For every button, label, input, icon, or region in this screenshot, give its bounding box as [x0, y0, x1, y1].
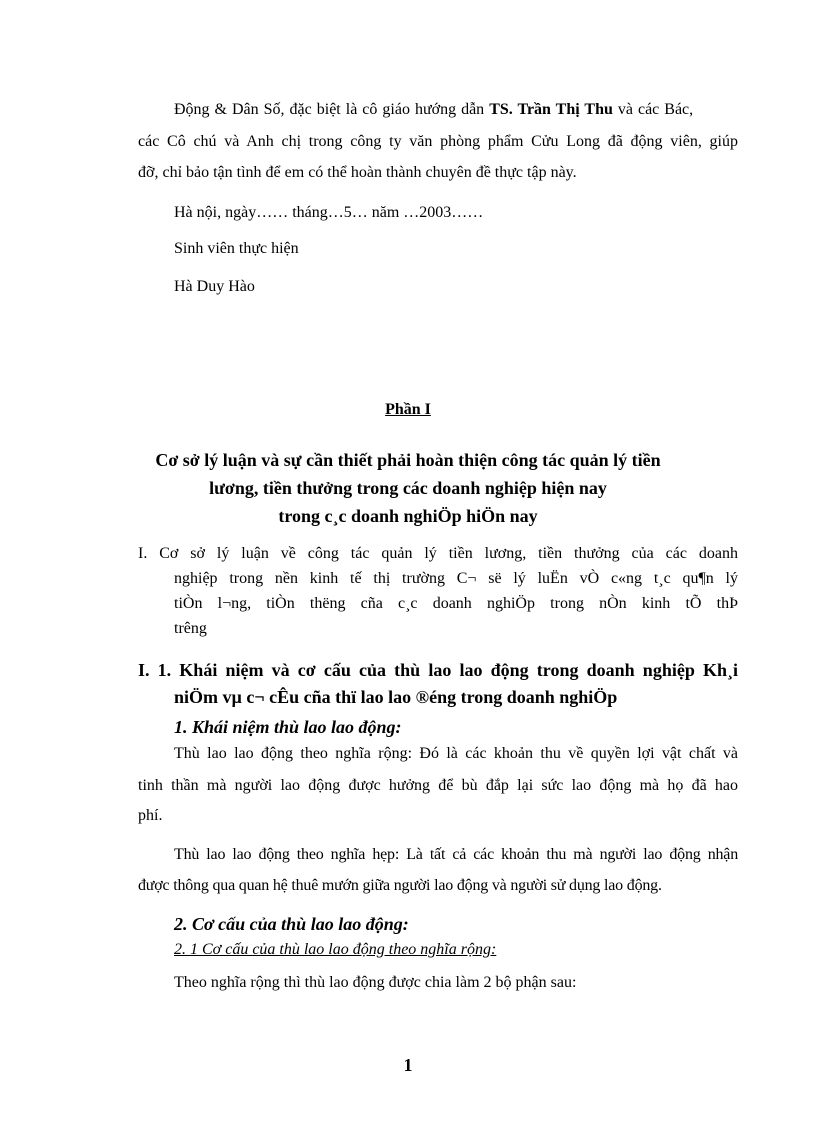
sub1-para1-line-2: tinh thần mà người lao động được hưởng để bù đắp lại sức lao động mà họ đã hao: [138, 777, 738, 794]
sub1-para1-line-3: phí.: [138, 807, 163, 824]
ack-line-2: các Cô chú và Anh chị trong công ty văn phòng phẩm Cửu Long đã động viên, giúp: [138, 133, 738, 150]
section-i-line-2: nghiệp trong nền kinh tế thị trường C¬ së lý luËn vÒ c«ng t¸c qu¶n lý: [174, 570, 738, 587]
sub2-heading: 2. Cơ cấu của thù lao lao động:: [174, 914, 409, 934]
part-label: [0, 400, 816, 420]
sub1-para1-line-1: Thù lao lao động theo nghĩa rộng: Đó là các khoản thu về quyền lợi vật chất và: [174, 745, 738, 762]
part-label-text: Phần I: [385, 401, 431, 418]
section-i-line-3: tiÒn l¬ng, tiÒn thëng cña c¸c doanh nghiÖp trong nÒn kinh tÕ thÞ: [174, 595, 738, 612]
sub1-heading: 1. Khái niệm thù lao lao động:: [174, 717, 402, 737]
page-number: 1: [403, 1055, 413, 1075]
signer-name: Hà Duy Hào: [174, 278, 255, 295]
sub2-subheading: 2. 1 Cơ cấu của thù lao lao động theo nghĩa rộng:: [174, 941, 497, 958]
part-title-line-1: Cơ sở lý luận và sự cần thiết phải hoàn thiện công tác quản lý tiền: [155, 450, 661, 470]
sub2-para-line-1: Theo nghĩa rộng thì thù lao động được chia làm 2 bộ phận sau:: [174, 974, 577, 991]
section-i1-line-1: I. 1. Khái niệm và cơ cấu của thù lao lao động trong doanh nghiệp Kh¸i: [138, 660, 738, 680]
part-title-line-3: trong c¸c doanh nghiÖp hiÖn nay: [278, 506, 538, 526]
ack-line-1-text: Động & Dân Số, đặc biệt là cô giáo hướng dẫn: [174, 101, 490, 118]
sub1-para2-line-2: được thông qua quan hệ thuê mướn giữa người lao động và người sử dụng lao động.: [138, 877, 662, 894]
supervisor-name: TS. Trần Thị Thu: [489, 101, 613, 118]
signer-role: Sinh viên thực hiện: [174, 240, 299, 257]
ack-line-1-end: và các Bác,: [612, 101, 694, 118]
part-title-line-2: lương, tiền thưởng trong các doanh nghiệp hiện nay: [209, 478, 607, 498]
ack-line-3: đỡ, chỉ bảo tận tình để em có thể hoàn thành chuyên đề thực tập này.: [138, 164, 577, 181]
section-i-line-1: I. Cơ sở lý luận về công tác quản lý tiền lương, tiền thưởng của các doanh: [138, 545, 738, 562]
ack-line-1: [174, 100, 736, 120]
section-i1-line-2: niÖm vµ c¬ cÊu cña thï lao lao ®éng trong doanh nghiÖp: [174, 687, 618, 707]
section-i-line-4: trêng: [174, 620, 207, 637]
sub1-para2-line-1: Thù lao lao động theo nghĩa hẹp: Là tất cả các khoản thu mà người lao động nhận: [174, 846, 738, 863]
date-line: Hà nội, ngày…… tháng…5… năm …2003……: [174, 204, 484, 221]
